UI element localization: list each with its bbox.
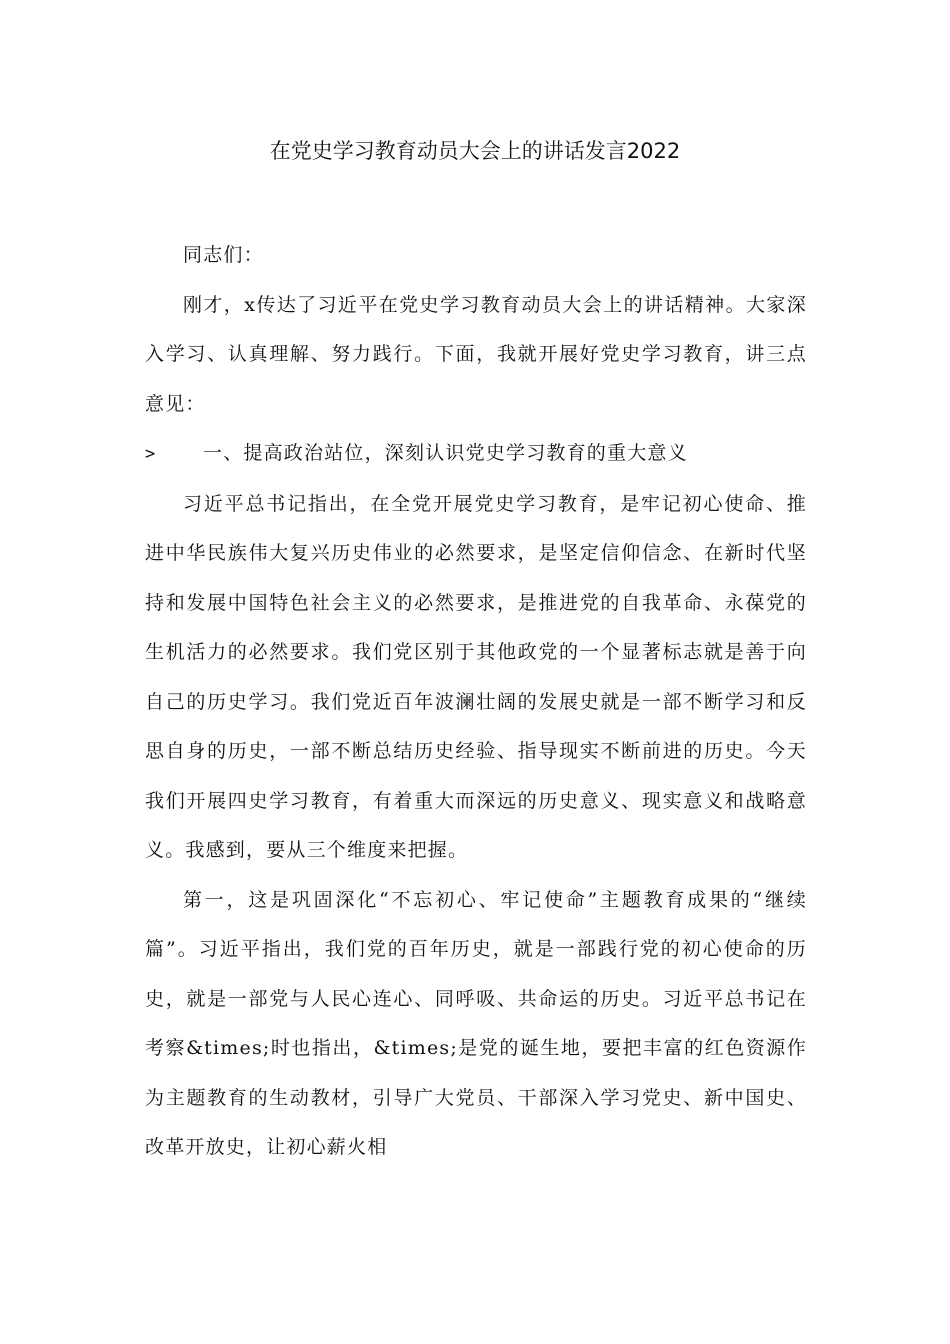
salutation: 同志们： [183, 244, 264, 266]
paragraph-2: 第一，这是巩固深化“不忘初心、牢记使命”主题教育成果的“继续篇”。习近平指出，我们党的百年历史，就是一部践行党的初心使命的历史，就是一部党与人民心连心、同呼吸、共命运的历史。习近平总书记在考察&times;时也指出，&times;是党的诞生地，要把丰富的红色资源作为主题教育的生动教材，引导广大党员、干部深入学习党史、新中国史、改革开放史，让初心薪火相 [145, 888, 807, 1158]
document-title: 在党史学习教育动员大会上的讲话发言2022 [269, 139, 681, 163]
document-body [145, 231, 807, 1173]
section-heading-1 [145, 429, 807, 480]
paragraph-1: 习近平总书记指出，在全党开展党史学习教育，是牢记初心使命、推进中华民族伟大复兴历史伟业的必然要求，是坚定信仰信念、在新时代坚持和发展中国特色社会主义的必然要求，是推进党的自我革命、永葆党的生机活力的必然要求。我们党区别于其他政党的一个显著标志就是善于向自己的历史学习。我们党近百年波澜壮阔的发展史就是一部不断学习和反思自身的历史，一部不断总结历史经验、指导现实不断前进的历史。今天我们开展四史学习教育，有着重大而深远的历史意义、现实意义和战略意义。我感到，要从三个维度来把握。 [145, 492, 807, 861]
intro-paragraph: 刚才，x传达了习近平在党史学习教育动员大会上的讲话精神。大家深入学习、认真理解、努力践行。下面，我就开展好党史学习教育，讲三点意见： [145, 293, 807, 415]
section-heading-text: 一、提高政治站位，深刻认识党史学习教育的重大意义 [203, 442, 688, 464]
bullet-arrow-icon: > [145, 444, 157, 464]
